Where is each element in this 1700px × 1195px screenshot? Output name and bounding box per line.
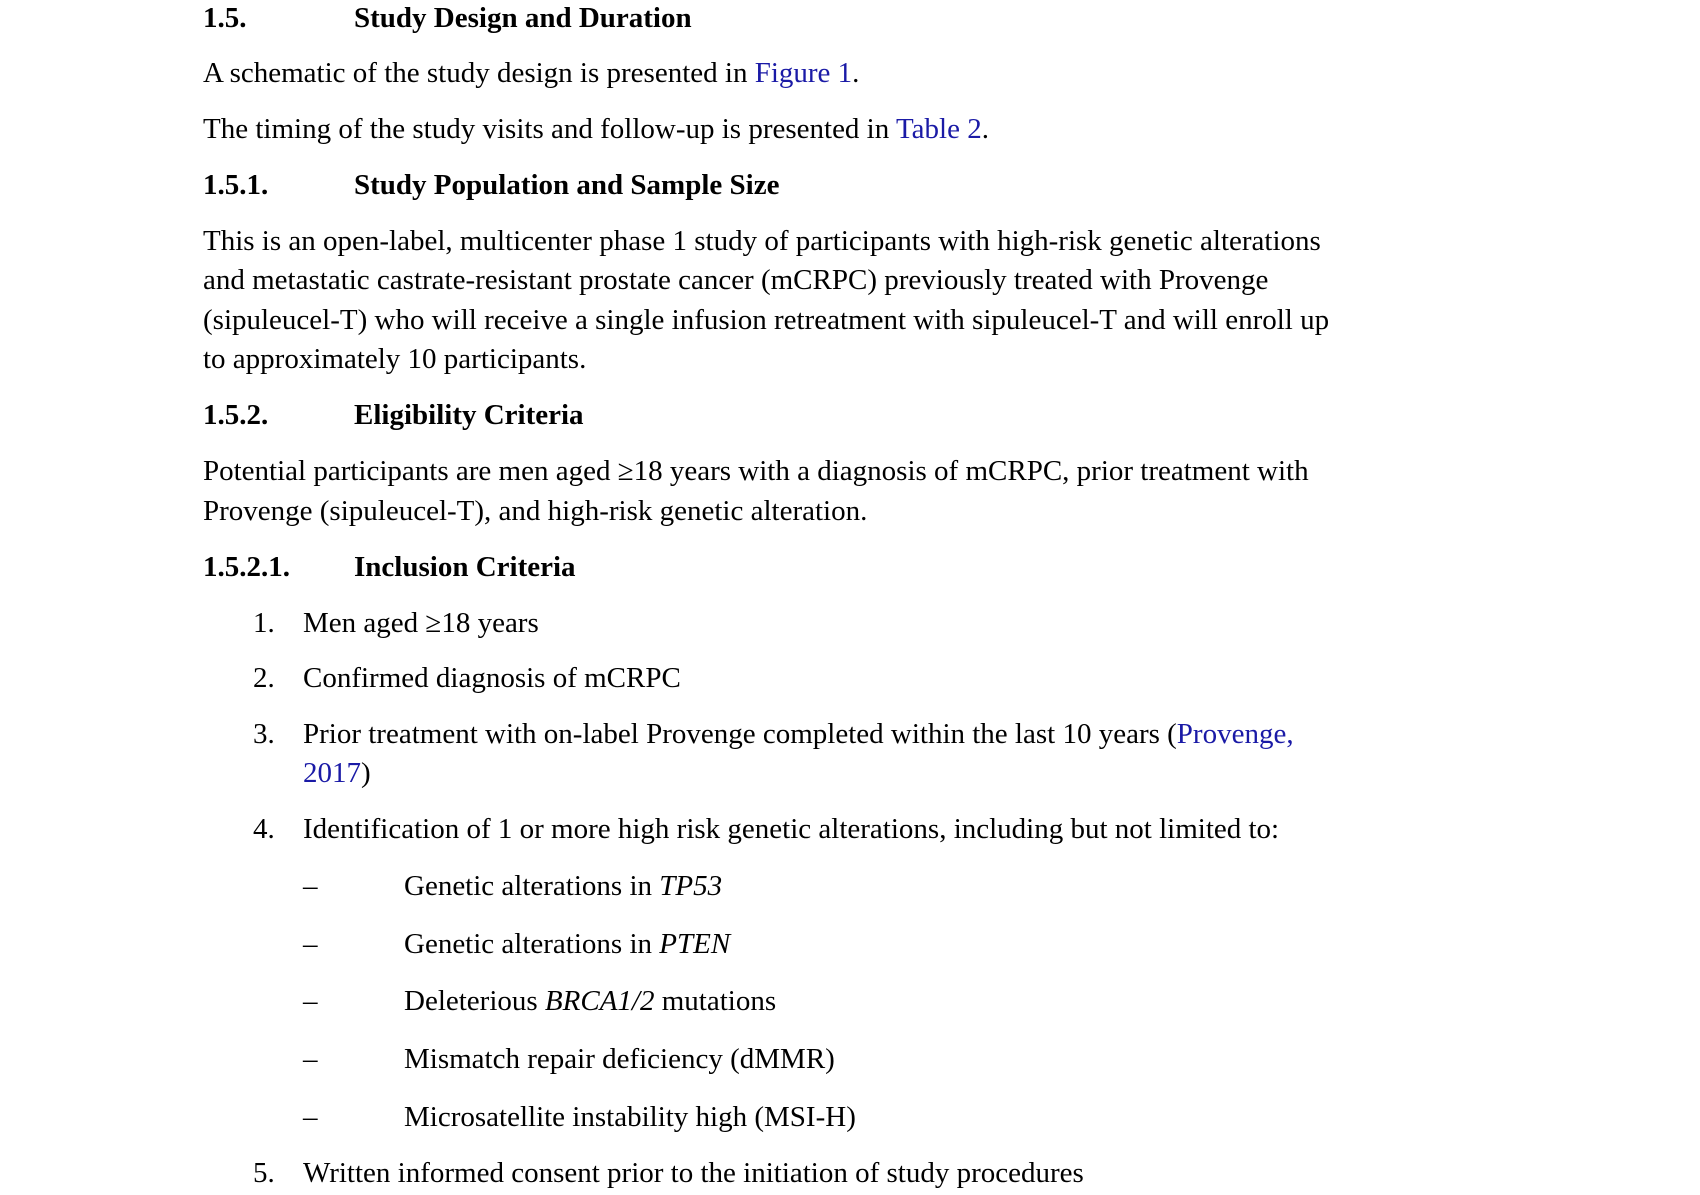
list-text: Identification of 1 or more high risk genetic alterations, including but not limited to: xyxy=(303,813,1280,845)
dash-bullet: – xyxy=(303,1101,318,1133)
paragraph-eligibility-line: Provenge (sipuleucel-T), and high-risk genetic alteration. xyxy=(203,495,868,527)
list-number: 4. xyxy=(253,813,275,845)
list-text: Confirmed diagnosis of mCRPC xyxy=(303,662,681,694)
sub-list-text xyxy=(404,926,730,962)
section-number: 1.5.2.1. xyxy=(203,551,290,583)
paragraph-timing xyxy=(203,111,989,147)
dash-bullet: – xyxy=(303,870,318,902)
section-title: Inclusion Criteria xyxy=(354,551,576,583)
list-text: Men aged ≥18 years xyxy=(303,607,539,639)
dash-bullet: – xyxy=(303,1043,318,1075)
text: ) xyxy=(361,757,371,789)
section-title: Study Population and Sample Size xyxy=(354,169,780,201)
section-number: 1.5.1. xyxy=(203,169,269,201)
paragraph-population-line: and metastatic castrate-resistant prostate cancer (mCRPC) previously treated with Provenge xyxy=(203,264,1269,296)
table-2-link[interactable]: Table 2 xyxy=(895,113,982,145)
list-number: 2. xyxy=(253,662,275,694)
gene-name: BRCA1/2 xyxy=(544,985,655,1017)
text: Microsatellite instability high (MSI-H) xyxy=(404,1101,856,1133)
text: Deleterious xyxy=(404,985,545,1017)
sub-list-text xyxy=(404,1099,856,1135)
sub-list-text xyxy=(404,868,722,904)
figure-1-link[interactable]: Figure 1 xyxy=(754,57,853,89)
list-text xyxy=(303,716,1294,752)
list-number: 3. xyxy=(253,718,275,750)
text: Genetic alterations in xyxy=(404,928,660,960)
text: A schematic of the study design is presented in xyxy=(203,57,755,89)
text: Prior treatment with on-label Provenge completed within the last 10 years ( xyxy=(303,718,1177,750)
provenge-2017-citation-link[interactable]: 2017 xyxy=(303,757,361,789)
sub-list-text xyxy=(404,983,776,1019)
text: . xyxy=(852,57,860,89)
provenge-2017-citation-link[interactable]: Provenge, xyxy=(1176,718,1294,750)
dash-bullet: – xyxy=(303,985,318,1017)
paragraph-eligibility-line: Potential participants are men aged ≥18 years with a diagnosis of mCRPC, prior treatment with xyxy=(203,455,1309,487)
paragraph-schematic xyxy=(203,55,859,91)
text: . xyxy=(981,113,989,145)
section-title: Study Design and Duration xyxy=(354,2,692,34)
sub-list-text xyxy=(404,1041,835,1077)
gene-name: PTEN xyxy=(659,928,731,960)
section-number: 1.5.2. xyxy=(203,399,269,431)
dash-bullet: – xyxy=(303,928,318,960)
section-title: Eligibility Criteria xyxy=(354,399,584,431)
gene-name: TP53 xyxy=(659,870,723,902)
list-item-continuation xyxy=(303,755,371,791)
text: Genetic alterations in xyxy=(404,870,660,902)
paragraph-population-line: to approximately 10 participants. xyxy=(203,343,587,375)
list-number: 1. xyxy=(253,607,275,639)
list-number: 5. xyxy=(253,1157,275,1189)
text: Mismatch repair deficiency (dMMR) xyxy=(404,1043,835,1075)
text: The timing of the study visits and follow-up is presented in xyxy=(203,113,896,145)
list-text: Written informed consent prior to the initiation of study procedures xyxy=(303,1157,1084,1189)
section-number: 1.5. xyxy=(203,2,247,34)
paragraph-population-line: (sipuleucel-T) who will receive a single infusion retreatment with sipuleucel-T and will enroll up xyxy=(203,304,1330,336)
paragraph-population-line: This is an open-label, multicenter phase 1 study of participants with high-risk genetic alterations xyxy=(203,225,1321,257)
text: mutations xyxy=(654,985,777,1017)
